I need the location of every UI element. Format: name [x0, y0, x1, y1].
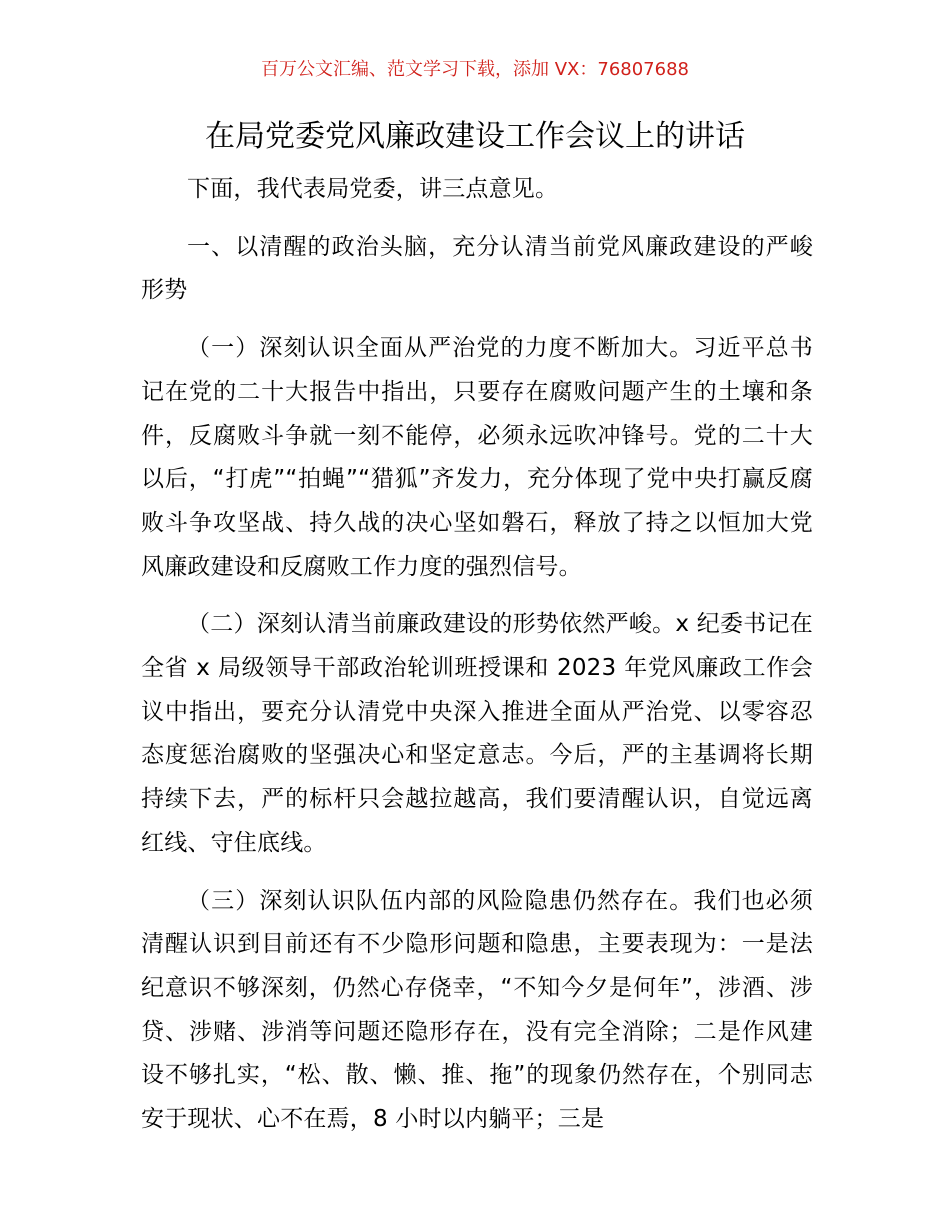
document-title: 在局党委党风廉政建设工作会议上的讲话	[205, 119, 745, 154]
paragraph-point-2: （二）深刻认清当前廉政建设的形势依然严峻。x 纪委书记在全省 x 局级领导干部政治轮训班授课和 2023 年党风廉政工作会议中指出，要充分认清党中央深入推进全面从严治党、以零容忍态度惩治腐败的坚强决心和坚定意志。今后，严的主基调将长期持续下去，严的标杆只会越拉越高，我们要清醒认识，自觉远离红线、守住底线。	[141, 611, 813, 856]
section-heading-1: 一、以清醒的政治头脑，充分认清当前党风廉政建设的严峻形势	[141, 233, 813, 304]
paragraph-intro: 下面，我代表局党委，讲三点意见。	[187, 176, 559, 202]
paragraph-point-3: （三）深刻认识队伍内部的风险隐患仍然存在。我们也必须清醒认识到目前还有不少隐形问题和隐患，主要表现为：一是法纪意识不够深刻，仍然心存侥幸，“不知今夕是何年”，涉酒、涉贷、涉赌、涉消等问题还隐形存在，没有完全消除；二是作风建设不够扎实，“松、散、懒、推、拖”的现象仍然存在，个别同志安于现状、心不在焉，8 小时以内躺平；三是	[141, 887, 813, 1133]
document-body	[141, 168, 813, 1142]
watermark-banner: 百万公文汇编、范文学习下载，添加 VX：76807688	[261, 59, 689, 80]
paragraph-point-1: （一）深刻认识全面从严治党的力度不断加大。习近平总书记在党的二十大报告中指出，只要存在腐败问题产生的土壤和条件，反腐败斗争就一刻不能停，必须永远吹冲锋号。党的二十大以后，“打虎”“拍蝇”“猎狐”齐发力，充分体现了党中央打赢反腐败斗争攻坚战、持久战的决心坚如磐石，释放了持之以恒加大党风廉政建设和反腐败工作力度的强烈信号。	[141, 335, 813, 580]
